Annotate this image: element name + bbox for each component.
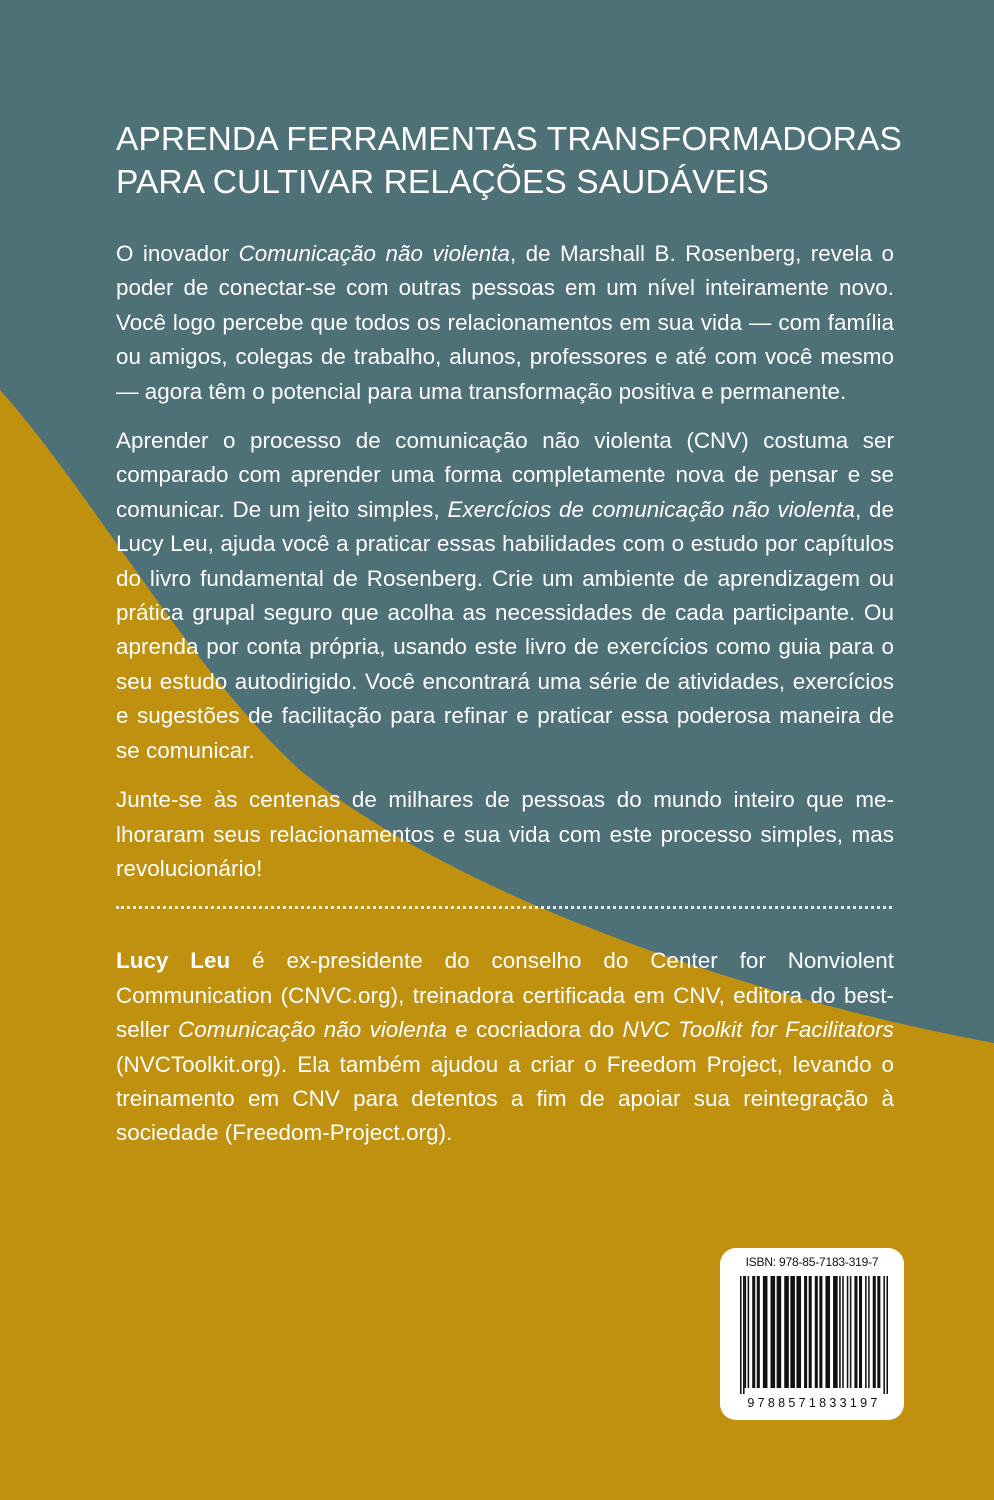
paragraph-intro-text-1: O inovador [116, 241, 239, 266]
barcode-bar [868, 1276, 870, 1388]
barcode-icon [740, 1276, 888, 1394]
toolkit-title-italic: NVC Toolkit for Facilitators [622, 1017, 895, 1043]
barcode-bar [859, 1276, 862, 1388]
barcode-bar [743, 1276, 745, 1394]
headline-line-1: APRENDA FERRAMENTAS TRANSFORMADORAS [116, 121, 902, 158]
workbook-title-italic: Exercícios de comunicação não violenta [447, 496, 855, 522]
barcode-bar [873, 1276, 876, 1388]
author-bio [116, 944, 894, 1150]
dotted-divider [116, 906, 892, 909]
paragraph-intro [116, 237, 894, 409]
author-bio-text-2: e cocriadora do [447, 1017, 623, 1043]
barcode-bar [847, 1276, 849, 1388]
barcode-bar [763, 1276, 768, 1388]
author-name: Lucy Leu [116, 948, 231, 974]
barcode-bar [796, 1276, 801, 1388]
barcode-bar [877, 1276, 880, 1388]
barcode-bar [809, 1276, 812, 1388]
barcode-bar [752, 1276, 755, 1388]
barcode-bar [784, 1276, 789, 1388]
barcode-bar [865, 1276, 867, 1388]
barcode-bar [777, 1276, 782, 1388]
book-title-italic: Comunicação não violenta [238, 241, 510, 266]
isbn-label: ISBN: 978-85-7183-319-7 [745, 1255, 879, 1269]
barcode-bar [833, 1276, 838, 1388]
barcode-bar [883, 1276, 885, 1394]
barcode-bar [790, 1276, 795, 1388]
back-cover-text [116, 118, 902, 1166]
paragraph-intro-text-2: , de Marshall B. Rosenberg, revela o poder de conectar-se com outras pessoas em um nível inteiramente novo. Você logo percebe que todos os relacionamentos em sua vida — com família ou amigos, colegas de trabalho, alunos, professores e até com você mesmo — agora têm o potencial para uma transformação positiva e permanente. [116, 241, 894, 404]
paragraph-description-text-2: , de Lucy Leu, ajuda você a praticar essas habilidades com o estudo por capítulos do livro fundamental de Rosenberg. Crie um ambiente de aprendizagem ou prática grupal seguro que acolha as necessidades de cada participante. Ou aprenda por conta própria, usando este livro de exercícios como guia para o seu estudo autodirigido. Você encontrará uma série de atividades, exercícios e sugestões de facilitação para refinar e praticar essa poderosa maneira de se comunicar. [116, 496, 895, 763]
paragraph-description-text-1: Aprender o processo de comunicação não violenta (CNV) costuma ser comparado com aprender uma forma completamente nova de pensar e se comunicar. De um jeito simples, [116, 428, 894, 522]
bio-book-title-italic: Comunicação não violenta [178, 1017, 448, 1043]
barcode-bar [748, 1276, 750, 1388]
barcode-bar [854, 1276, 857, 1388]
paragraph-invitation: Junte-se às centenas de milhares de pessoas do mundo inteiro que melhoraram seus relacionamentos e sua vida com este processo simples, mas revolucionário! [116, 787, 894, 881]
headline [116, 118, 902, 204]
barcode-bar [804, 1276, 807, 1388]
barcode-bar [850, 1276, 852, 1388]
barcode-bar [815, 1276, 818, 1388]
barcode-bar [886, 1276, 888, 1394]
author-bio-text-3: (NVCToolkit.org). Ela também ajudou a criar o Freedom Project, levando o treinamento em CNV para detentos a fim de apoiar sua reintegração à sociedade (Freedom-Project.org). [116, 1051, 894, 1146]
paragraph-description [116, 424, 894, 768]
barcode-bar [745, 1276, 747, 1388]
author-bio-text-1: é ex-presidente do conselho do Center for Nonviolent Communication (CNVC.org), treinadora certificada em CNV, editora do best-seller [116, 948, 894, 1043]
barcode-bar [740, 1276, 742, 1394]
barcode-bar [825, 1276, 830, 1388]
barcode-bar [842, 1276, 844, 1388]
headline-line-2: PARA CULTIVAR RELAÇÕES SAUDÁVEIS [116, 164, 769, 201]
barcode-bar [771, 1276, 776, 1388]
isbn-barcode-panel [720, 1248, 904, 1420]
barcode-bar [819, 1276, 822, 1388]
barcode-bar [839, 1276, 841, 1388]
barcode-digits: 9788571833197 [747, 1396, 881, 1410]
barcode-bar [757, 1276, 760, 1388]
